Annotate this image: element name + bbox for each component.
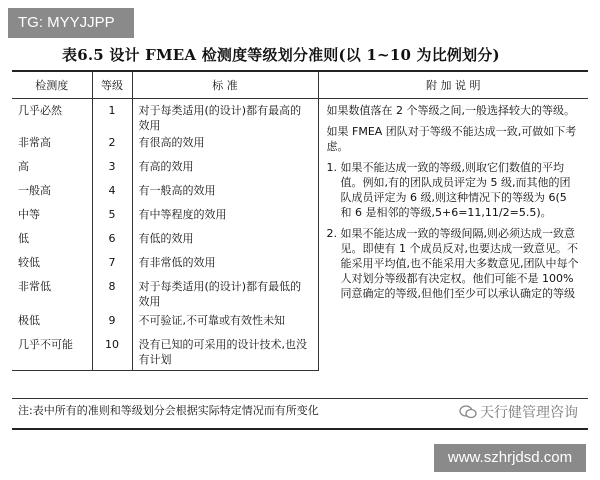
level-cell: 6: [92, 231, 132, 255]
header-degree: 检测度: [12, 71, 92, 99]
header-row: [12, 71, 588, 99]
standard-cell: 有非常低的效用: [132, 255, 318, 279]
watermark-text: 天行健管理咨询: [480, 405, 578, 421]
degree-cell: 极低: [18, 313, 40, 327]
standard-cell: 不可验证,不可靠或有效性未知: [132, 313, 318, 337]
header-notes: 附 加 说 明: [318, 71, 588, 99]
detection-table: [12, 70, 588, 371]
standard-cell: 有高的效用: [132, 159, 318, 183]
note-paragraph: 如果数值落在 2 个等级之间,一般选择较大的等级。: [326, 104, 575, 117]
standard-cell: 对于每类适用(的设计)都有最高的效用: [132, 99, 318, 135]
standard-cell: 有中等程度的效用: [132, 207, 318, 231]
note-paragraph: 2. 如果不能达成一致的等级间隔,则必须达成一致意见。即使有 1 个成员反对,也要达成一致意见。不能采用平均值,也不能采用大多数意见,团队中每个人对划分等级都有决定权。他们可能不是 100% 同意确定的等级,但他们至少可以承认确定的等级: [326, 227, 579, 300]
header-level: 等级: [92, 71, 132, 99]
degree-cell: 非常高: [18, 135, 51, 149]
note-paragraph: 1. 如果不能达成一致的等级,则取它们数值的平均值。例如,有的团队成员评定为 5 级,而其他的团队成员评定为 6 级,则这种情况下的等级为 6(5 和 6 是相邻的等级,5+6=11,11/2=5.5)。: [326, 161, 571, 219]
note-paragraph: 如果 FMEA 团队对于等级不能达成一致,可做如下考虑。: [326, 125, 577, 153]
table-title: 表6.5 设计 FMEA 检测度等级划分准则(以 1~10 为比例划分): [62, 46, 500, 64]
degree-cell: 中等: [18, 207, 40, 221]
degree-cell: 低: [18, 231, 29, 245]
level-cell: 10: [92, 337, 132, 371]
standard-cell: 有很高的效用: [132, 135, 318, 159]
degree-cell: 非常低: [18, 279, 51, 293]
header-standard: 标 准: [132, 71, 318, 99]
degree-cell: 几乎不可能: [12, 337, 92, 371]
standard-cell: 有低的效用: [132, 231, 318, 255]
degree-cell: 较低: [18, 255, 40, 269]
notes-cell: [318, 99, 588, 371]
table-footnote: 注:表中所有的准则和等级划分会根据实际特定情况而有所变化: [12, 398, 588, 430]
corner-tag: TG: MYYJJPP: [8, 8, 134, 38]
level-cell: 7: [92, 255, 132, 279]
level-cell: 3: [92, 159, 132, 183]
site-url: www.szhrjdsd.com: [434, 444, 586, 472]
level-cell: 8: [92, 279, 132, 313]
degree-cell: 几乎必然: [18, 104, 62, 117]
level-cell: 9: [92, 313, 132, 337]
standard-cell: 对于每类适用(的设计)都有最低的效用: [132, 279, 318, 313]
standard-cell: 有一般高的效用: [132, 183, 318, 207]
level-cell: 1: [92, 99, 132, 135]
degree-cell: 高: [18, 159, 29, 173]
degree-cell: 一般高: [18, 183, 51, 197]
level-cell: 2: [92, 135, 132, 159]
table-row: [12, 99, 588, 135]
wechat-icon: [459, 405, 477, 419]
standard-cell: 没有已知的可采用的设计技术,也没有计划: [132, 337, 318, 371]
watermark: [459, 402, 578, 422]
level-cell: 5: [92, 207, 132, 231]
level-cell: 4: [92, 183, 132, 207]
